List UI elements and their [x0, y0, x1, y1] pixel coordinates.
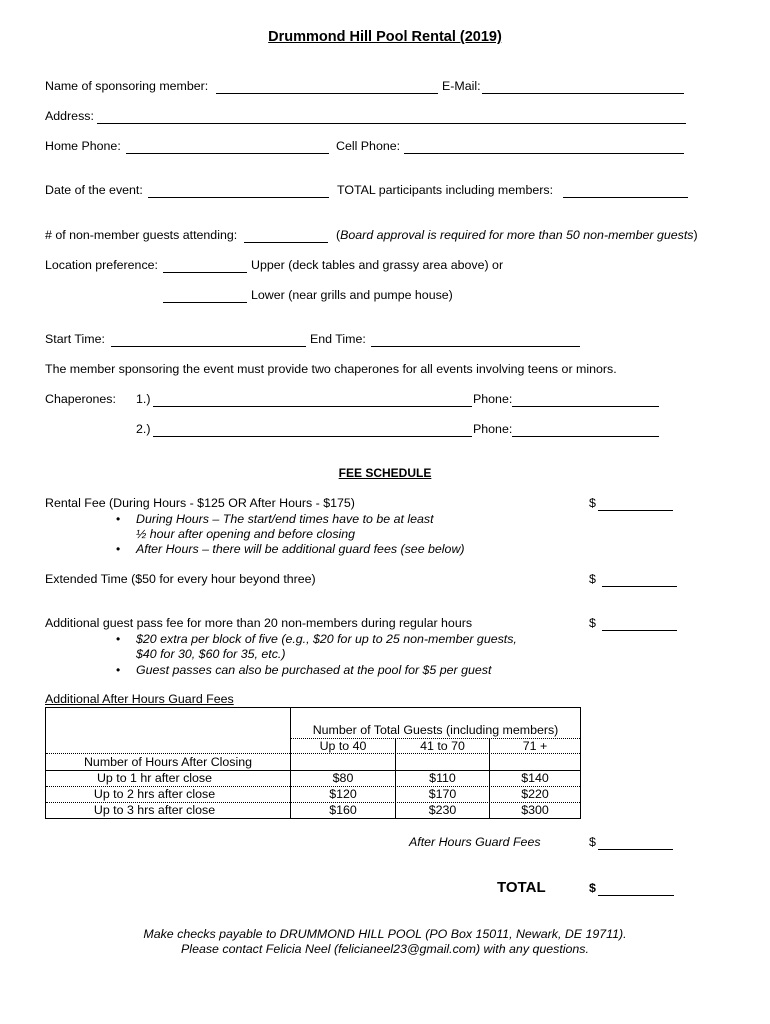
email-label: E-Mail:	[442, 79, 481, 93]
page-title: Drummond Hill Pool Rental (2019)	[268, 29, 502, 45]
guest-bullet-1-line2: $40 for 30, $60 for 35, etc.)	[136, 647, 286, 661]
table-cell: $80	[332, 771, 354, 785]
chaperone-2-label: 2.)	[136, 422, 151, 436]
fee-schedule-heading: FEE SCHEDULE	[338, 466, 432, 480]
guests-group-header: Number of Total Guests (including members)	[312, 723, 559, 737]
chaperone-1-phone-field[interactable]	[512, 405, 659, 407]
bullet: •	[116, 663, 121, 677]
rental-bullet-2: After Hours – there will be additional guard fees (see below)	[136, 542, 465, 556]
end-time-field[interactable]	[371, 345, 580, 347]
chaperone-2-phone-field[interactable]	[512, 435, 659, 437]
table-cell: $230	[428, 803, 457, 817]
table-row-label: Up to 3 hrs after close	[93, 803, 216, 817]
table-row-label: Up to 2 hrs after close	[93, 787, 216, 801]
chaperone-1-field[interactable]	[153, 405, 472, 407]
sponsor-label: Name of sponsoring member:	[45, 79, 209, 93]
guests-field[interactable]	[244, 241, 328, 243]
rental-bullet-1-line2: ½ hour after opening and before closing	[136, 527, 356, 541]
cell-phone-field[interactable]	[404, 152, 684, 154]
rental-fee-dollar: $	[589, 496, 596, 510]
guest-bullet-1-line1: $20 extra per block of five (e.g., $20 for up to 25 non-member guests,	[136, 632, 517, 646]
upper-field[interactable]	[163, 271, 247, 273]
home-phone-field[interactable]	[126, 152, 329, 154]
guest-pass-field[interactable]	[602, 629, 677, 631]
extended-dollar: $	[589, 572, 596, 586]
start-time-field[interactable]	[111, 345, 306, 347]
board-note: (Board approval is required for more than 50 non-member guests)	[336, 228, 698, 242]
chaperone-2-phone-label: Phone:	[473, 422, 513, 436]
table-cell: $170	[428, 787, 457, 801]
date-label: Date of the event:	[45, 183, 143, 197]
guest-pass-dollar: $	[589, 616, 596, 630]
guests-label: # of non-member guests attending:	[45, 228, 238, 242]
location-label: Location preference:	[45, 258, 158, 272]
extended-time-field[interactable]	[602, 585, 677, 587]
total-field[interactable]	[598, 894, 674, 896]
date-field[interactable]	[148, 196, 329, 198]
rental-fee-label: Rental Fee (During Hours - $125 OR After Hours - $175)	[45, 496, 355, 510]
table-row-label: Up to 1 hr after close	[96, 771, 212, 785]
row-header: Number of Hours After Closing	[83, 755, 253, 769]
after-hours-label: After Hours Guard Fees	[409, 835, 541, 849]
extended-time-label: Extended Time ($50 for every hour beyond three)	[45, 572, 316, 586]
table-cell: $140	[521, 771, 549, 785]
table-cell: $120	[329, 787, 357, 801]
footer-line-1: Make checks payable to DRUMMOND HILL POOL (PO Box 15011, Newark, DE 19711).	[143, 927, 627, 941]
column-header: 71 +	[522, 739, 548, 753]
sponsor-field[interactable]	[216, 92, 438, 94]
cell-phone-label: Cell Phone:	[336, 139, 401, 153]
footer-line-2: Please contact Felicia Neel (felicianeel23@gmail.com) with any questions.	[181, 942, 589, 956]
guest-pass-label: Additional guest pass fee for more than 20 non-members during regular hours	[45, 616, 473, 630]
total-dollar: $	[589, 881, 596, 895]
column-header: Up to 40	[319, 739, 367, 753]
total-participants-label: TOTAL participants including members:	[337, 183, 554, 197]
chaperone-2-field[interactable]	[153, 435, 472, 437]
bullet: •	[116, 512, 121, 526]
guest-bullet-2: Guest passes can also be purchased at the pool for $5 per guest	[136, 663, 492, 677]
table-cell: $160	[329, 803, 357, 817]
start-time-label: Start Time:	[45, 332, 105, 346]
table-cell: $300	[521, 803, 549, 817]
chaperone-note: The member sponsoring the event must provide two chaperones for all events involving teens or minors.	[45, 362, 617, 376]
bullet: •	[116, 542, 121, 556]
lower-option: Lower (near grills and pumpe house)	[251, 288, 453, 302]
end-time-label: End Time:	[310, 332, 366, 346]
rental-bullet-1-line1: During Hours – The start/end times have to be at least	[136, 512, 434, 526]
table-cell: $110	[429, 771, 456, 785]
after-hours-field[interactable]	[598, 848, 673, 850]
home-phone-label: Home Phone:	[45, 139, 121, 153]
chaperone-1-phone-label: Phone:	[473, 392, 513, 406]
lower-field[interactable]	[163, 301, 247, 303]
bullet: •	[116, 632, 121, 646]
rental-fee-field[interactable]	[598, 509, 673, 511]
chaperone-1-label: 1.)	[136, 392, 151, 406]
upper-option: Upper (deck tables and grassy area above) or	[251, 258, 504, 272]
email-field[interactable]	[482, 92, 684, 94]
total-participants-field[interactable]	[563, 196, 688, 198]
address-label: Address:	[45, 109, 94, 123]
address-field[interactable]	[97, 122, 686, 124]
after-hours-dollar: $	[589, 835, 596, 849]
column-header: 41 to 70	[420, 739, 465, 753]
chaperones-label: Chaperones:	[45, 392, 116, 406]
table-cell: $220	[521, 787, 549, 801]
guard-fees-heading: Additional After Hours Guard Fees	[45, 692, 234, 706]
total-label: TOTAL	[497, 879, 546, 896]
guard-fees-table	[45, 707, 581, 819]
